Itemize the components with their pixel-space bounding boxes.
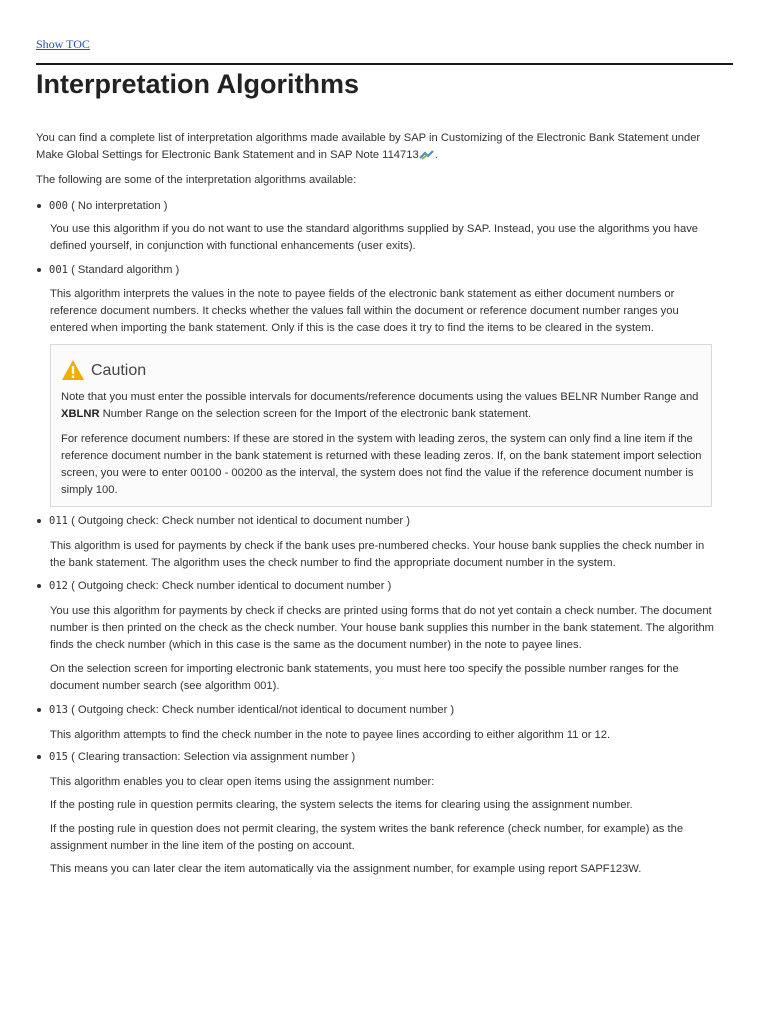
caution-text: Number Range on the selection screen for the (99, 408, 335, 420)
algorithm-description: This algorithm enables you to clear open items using the assignment number: (50, 776, 435, 788)
intro-text-end: . (434, 149, 438, 161)
caution-paragraph (61, 389, 706, 423)
algorithm-label: ( Clearing transaction: Selection via assignment number ) (67, 751, 356, 763)
algorithm-description: You use this algorithm if you do not want to use the standard algorithms supplied by SAP. Instead, you use the algorithms you have defined yourself, in conjunction with functional enhancements (user exits). (50, 223, 699, 252)
list-item (36, 262, 726, 279)
list-intro: The following are some of the interpretation algorithms available: (36, 174, 357, 186)
caution-text: of the electronic bank statement. (366, 408, 532, 420)
algorithm-description: This means you can later clear the item automatically via the assignment number, for example using report SAPF123W. (50, 863, 642, 875)
bullet-icon (37, 708, 41, 712)
algorithm-label: ( Outgoing check: Check number identical to document number ) (67, 580, 392, 592)
list-item (36, 513, 726, 530)
intro-text: You can find a complete list of interpretation algorithms made available by SAP in Customizing of the Electronic Bank Statement under Make Global Settings for Electronic Bank Statement and in SAP Note (36, 132, 701, 161)
external-link-icon[interactable] (419, 150, 435, 160)
caution-header (61, 359, 146, 381)
algorithm-label: ( Outgoing check: Check number not identical to document number ) (67, 515, 410, 527)
algorithm-code: 011 (49, 515, 68, 527)
intro-paragraph (36, 130, 716, 164)
bullet-icon (37, 204, 41, 208)
algorithm-label: ( Standard algorithm ) (67, 264, 180, 276)
caution-text: Note that you must enter the possible intervals for documents/reference documents using the values BELNR Number Range and (61, 391, 699, 403)
caution-box (50, 344, 712, 507)
algorithm-description: If the posting rule in question does not permit clearing, the system writes the bank reference (check number, for example) as the assignment number in the line item of the posting on account. (50, 823, 684, 852)
algorithm-code: 012 (49, 580, 68, 592)
bullet-icon (37, 755, 41, 759)
algorithm-description: You use this algorithm for payments by check if checks are printed using forms that do not yet contain a check number. The document number is then printed on the check as the check number. Your house bank supplies this number in the bank statement. The algorithm finds the check number (which in this case is the same as the document number) in the note to payee lines. (50, 605, 714, 651)
list-item (36, 749, 726, 766)
algorithm-description: This algorithm attempts to find the check number in the note to payee lines according to either algorithm 11 or 12. (50, 729, 611, 741)
bullet-icon (37, 268, 41, 272)
page-title: Interpretation Algorithms (36, 63, 733, 101)
caution-title: Caution (91, 361, 147, 379)
algorithm-code: 001 (49, 264, 68, 276)
algorithm-description: On the selection screen for importing electronic bank statements, you must here too specify the possible number ranges for the document number search (see algorithm 001). (50, 663, 679, 692)
caution-paragraph: For reference document numbers: If these are stored in the system with leading zeros, the system can only find a line item if the reference document number in the bank statement is returned with these leading zeros. If, on the bank statement import selection screen, you were to enter 00100 - 00200 as the interval, the system does not find the value if the reference document number is simply 100. (61, 433, 702, 496)
xblnr-term: XBLNR (61, 408, 100, 420)
show-toc-link[interactable]: Show TOC (36, 37, 90, 51)
algorithm-description: This algorithm is used for payments by check if the bank uses pre-numbered checks. Your house bank supplies the check number in the bank statement. The algorithm uses the check number to find the appropriate document number in the system. (50, 540, 705, 569)
bullet-icon (37, 519, 41, 523)
bullet-icon (37, 584, 41, 588)
algorithm-description: This algorithm interprets the values in the note to payee fields of the electronic bank statement as either document numbers or reference document numbers. It checks whether the values fall within the document or reference document number ranges you entered when importing the bank statement. Only if this is the case does it try to find the items to be cleared in the system. (50, 288, 679, 334)
list-item (36, 702, 726, 719)
warning-icon (61, 359, 85, 381)
algorithm-code: 000 (49, 200, 68, 212)
algorithm-label: ( No interpretation ) (67, 200, 168, 212)
list-item (36, 578, 726, 595)
algorithm-label: ( Outgoing check: Check number identical/not identical to document number ) (67, 704, 455, 716)
list-item (36, 198, 726, 215)
algorithm-code: 013 (49, 704, 68, 716)
sap-note-link[interactable]: 114713 (382, 149, 419, 161)
algorithm-code: 015 (49, 751, 68, 763)
algorithm-description: If the posting rule in question permits clearing, the system selects the items for clearing using the assignment number. (50, 799, 633, 811)
import-term: Import (334, 408, 367, 420)
